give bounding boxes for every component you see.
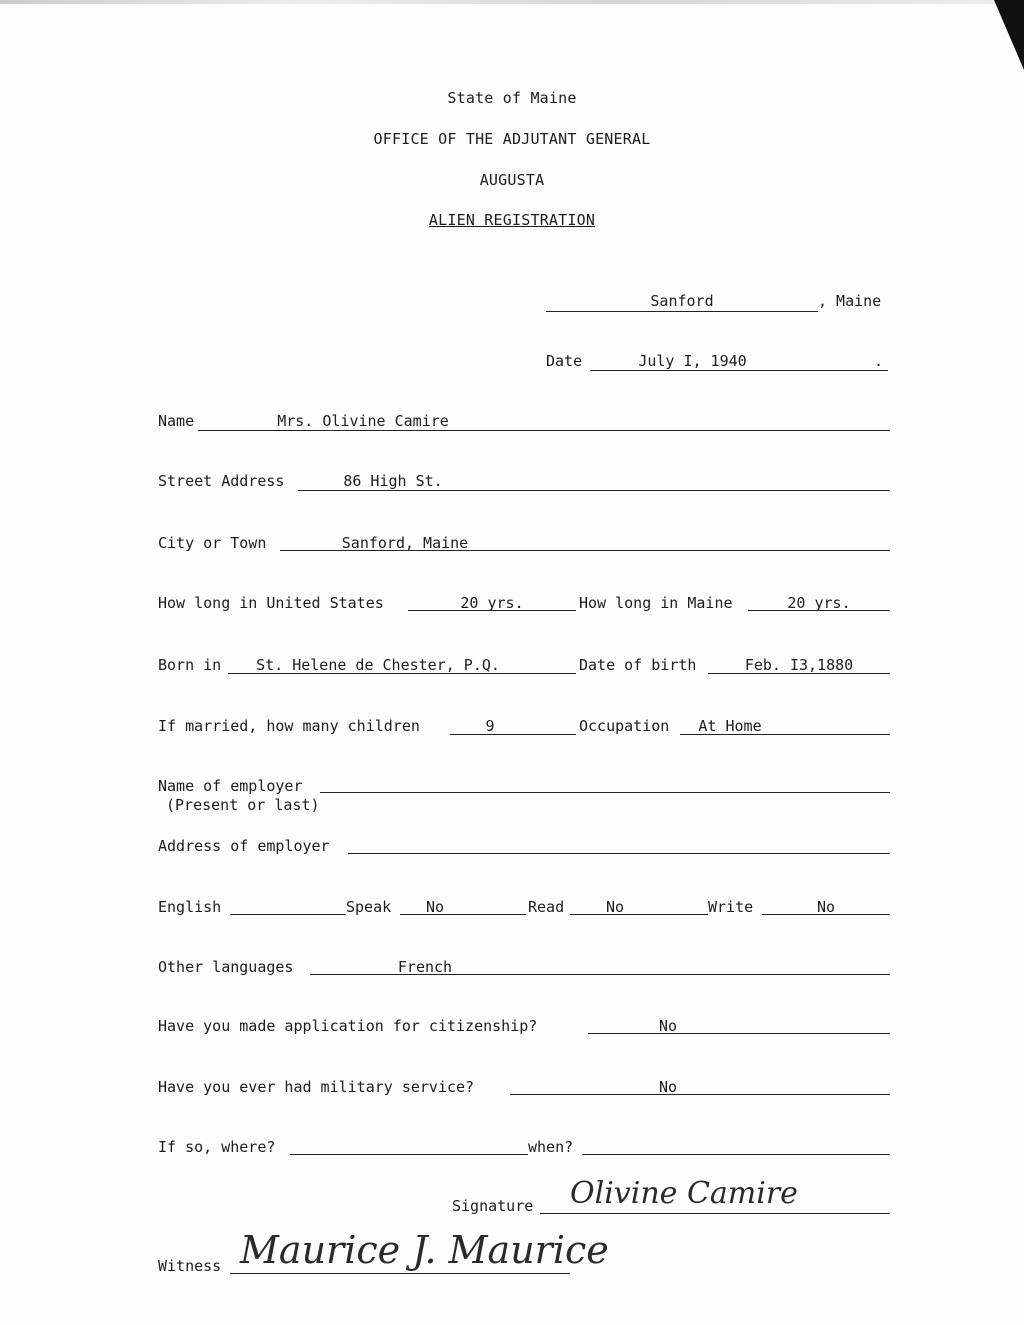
form-title: ALIEN REGISTRATION <box>428 211 596 229</box>
other-languages-value: French <box>397 958 453 976</box>
read-value: No <box>605 898 625 916</box>
employer-label: Name of employer <box>158 777 303 795</box>
speak-label: Speak <box>346 898 392 916</box>
born-in-value: St. Helene de Chester, P.Q. <box>256 656 500 674</box>
state-heading: State of Maine <box>447 89 577 107</box>
scan-top-edge <box>0 0 1024 4</box>
date-value: July I, 1940 <box>638 352 747 370</box>
military-label: Have you ever had military service? <box>158 1078 475 1096</box>
military-value: No <box>658 1078 678 1096</box>
other-languages-label: Other languages <box>158 958 294 976</box>
witness-label: Witness <box>158 1257 222 1275</box>
when-label: when? <box>528 1138 574 1156</box>
occupation-label: Occupation <box>579 717 670 735</box>
street-line <box>298 490 890 491</box>
street-label: Street Address <box>158 472 285 490</box>
scan-corner-shadow <box>994 0 1024 70</box>
read-label: Read <box>528 898 565 916</box>
date-line <box>590 370 888 371</box>
witness-handwriting: Maurice J. Maurice <box>240 1228 609 1272</box>
english-line <box>230 914 346 915</box>
born-in-label: Born in <box>158 656 222 674</box>
employer-sublabel: (Present or last) <box>166 796 320 814</box>
employer-address-label: Address of employer <box>158 837 330 855</box>
us-duration-label: How long in United States <box>158 594 384 612</box>
children-label: If married, how many children <box>158 717 420 735</box>
citizenship-value: No <box>658 1017 678 1035</box>
us-duration-value: 20 yrs. <box>460 594 524 612</box>
citizenship-label: Have you made application for citizenship? <box>158 1017 538 1035</box>
city-value: Sanford, Maine <box>341 534 469 552</box>
town-value: Sanford <box>650 292 714 310</box>
town-line <box>546 311 818 312</box>
date-end-mark: . <box>874 352 884 370</box>
name-label: Name <box>158 412 195 430</box>
employer-address-line <box>348 853 890 854</box>
witness-line <box>230 1273 570 1274</box>
occupation-value: At Home <box>698 717 762 735</box>
english-label: English <box>158 898 222 916</box>
city-label: City or Town <box>158 534 267 552</box>
speak-value: No <box>425 898 445 916</box>
dob-label: Date of birth <box>579 656 697 674</box>
write-label: Write <box>708 898 754 916</box>
name-value: Mrs. Olivine Camire <box>277 412 449 430</box>
state-suffix: , Maine <box>818 292 882 310</box>
where-label: If so, where? <box>158 1138 276 1156</box>
dob-value: Feb. I3,1880 <box>744 656 854 674</box>
where-line <box>290 1154 528 1155</box>
employer-line <box>320 792 890 793</box>
write-value: No <box>816 898 836 916</box>
when-line <box>582 1154 890 1155</box>
signature-line <box>540 1213 890 1214</box>
city-heading: AUGUSTA <box>479 171 545 189</box>
maine-duration-value: 20 yrs. <box>787 594 851 612</box>
street-value: 86 High St. <box>343 472 443 490</box>
maine-duration-label: How long in Maine <box>579 594 733 612</box>
signature-handwriting: Olivine Camire <box>570 1176 798 1211</box>
date-label: Date <box>546 352 583 370</box>
signature-label: Signature <box>452 1197 534 1215</box>
name-line <box>198 430 890 431</box>
children-value: 9 <box>485 717 495 735</box>
office-heading: OFFICE OF THE ADJUTANT GENERAL <box>373 130 651 148</box>
